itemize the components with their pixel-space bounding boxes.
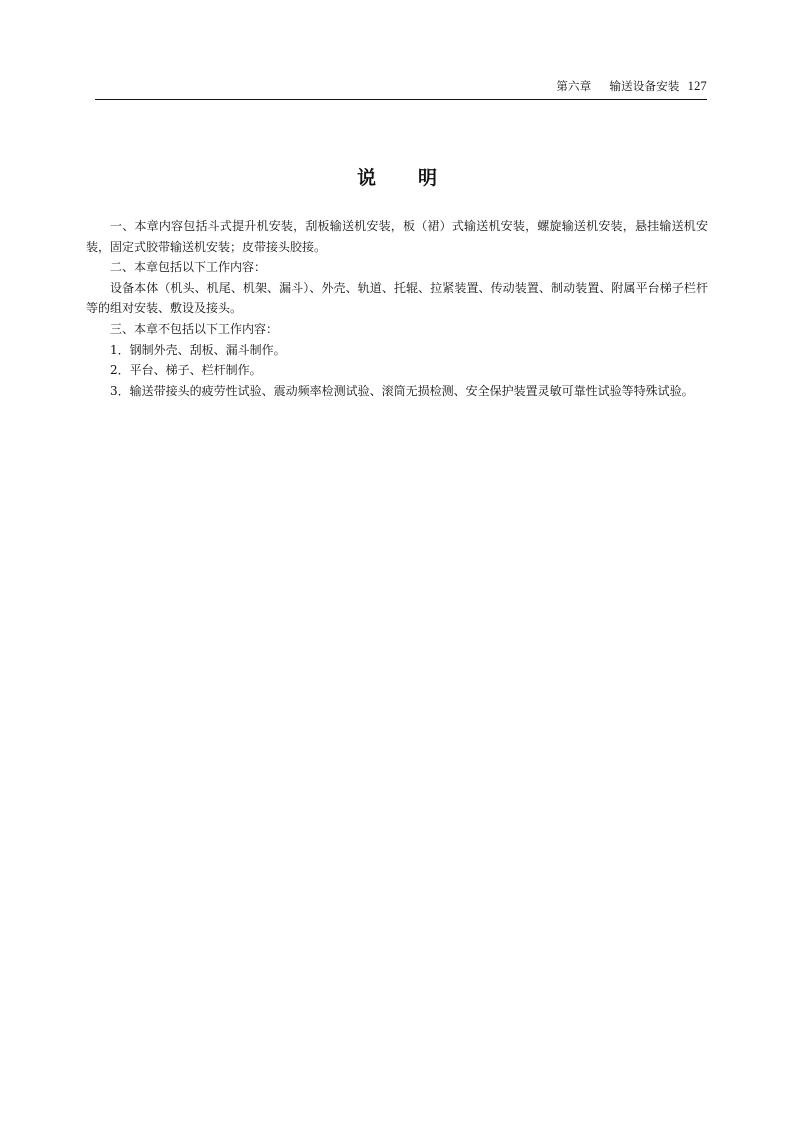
body-text — [86, 216, 708, 401]
chapter-label: 第六章 — [556, 79, 592, 93]
paragraph-includes-heading: 二、本章包括以下工作内容： — [110, 260, 267, 275]
list-item: 2．平台、梯子、栏杆制作。 — [110, 363, 262, 378]
page-number: 127 — [687, 78, 707, 93]
paragraph-includes-detail: 设备本体（机头、机尾、机架、漏斗）、外壳、轨道、托辊、拉紧装置、传动装置、制动装置、附属平台梯子栏杆等的组对安装、敷设及接头。 — [86, 280, 708, 316]
page-title: 说明 — [356, 167, 479, 189]
section-label: 输送设备安装 — [609, 79, 680, 93]
paragraph-scope: 一、本章内容包括斗式提升机安装，刮板输送机安装，板（裙）式输送机安装，螺旋输送机安装，悬挂输送机安装，固定式胶带输送机安装；皮带接头胶接。 — [86, 219, 708, 254]
header-rule — [95, 99, 707, 100]
list-item: 3．输送带接头的疲劳性试验、震动频率检测试验、滚筒无损检测、安全保护装置灵敏可靠性试验等特殊试验。 — [110, 383, 694, 398]
running-header — [95, 78, 707, 94]
paragraph-excludes-heading: 三、本章不包括以下工作内容： — [110, 321, 279, 336]
list-item: 1．钢制外壳、刮板、漏斗制作。 — [110, 342, 286, 357]
